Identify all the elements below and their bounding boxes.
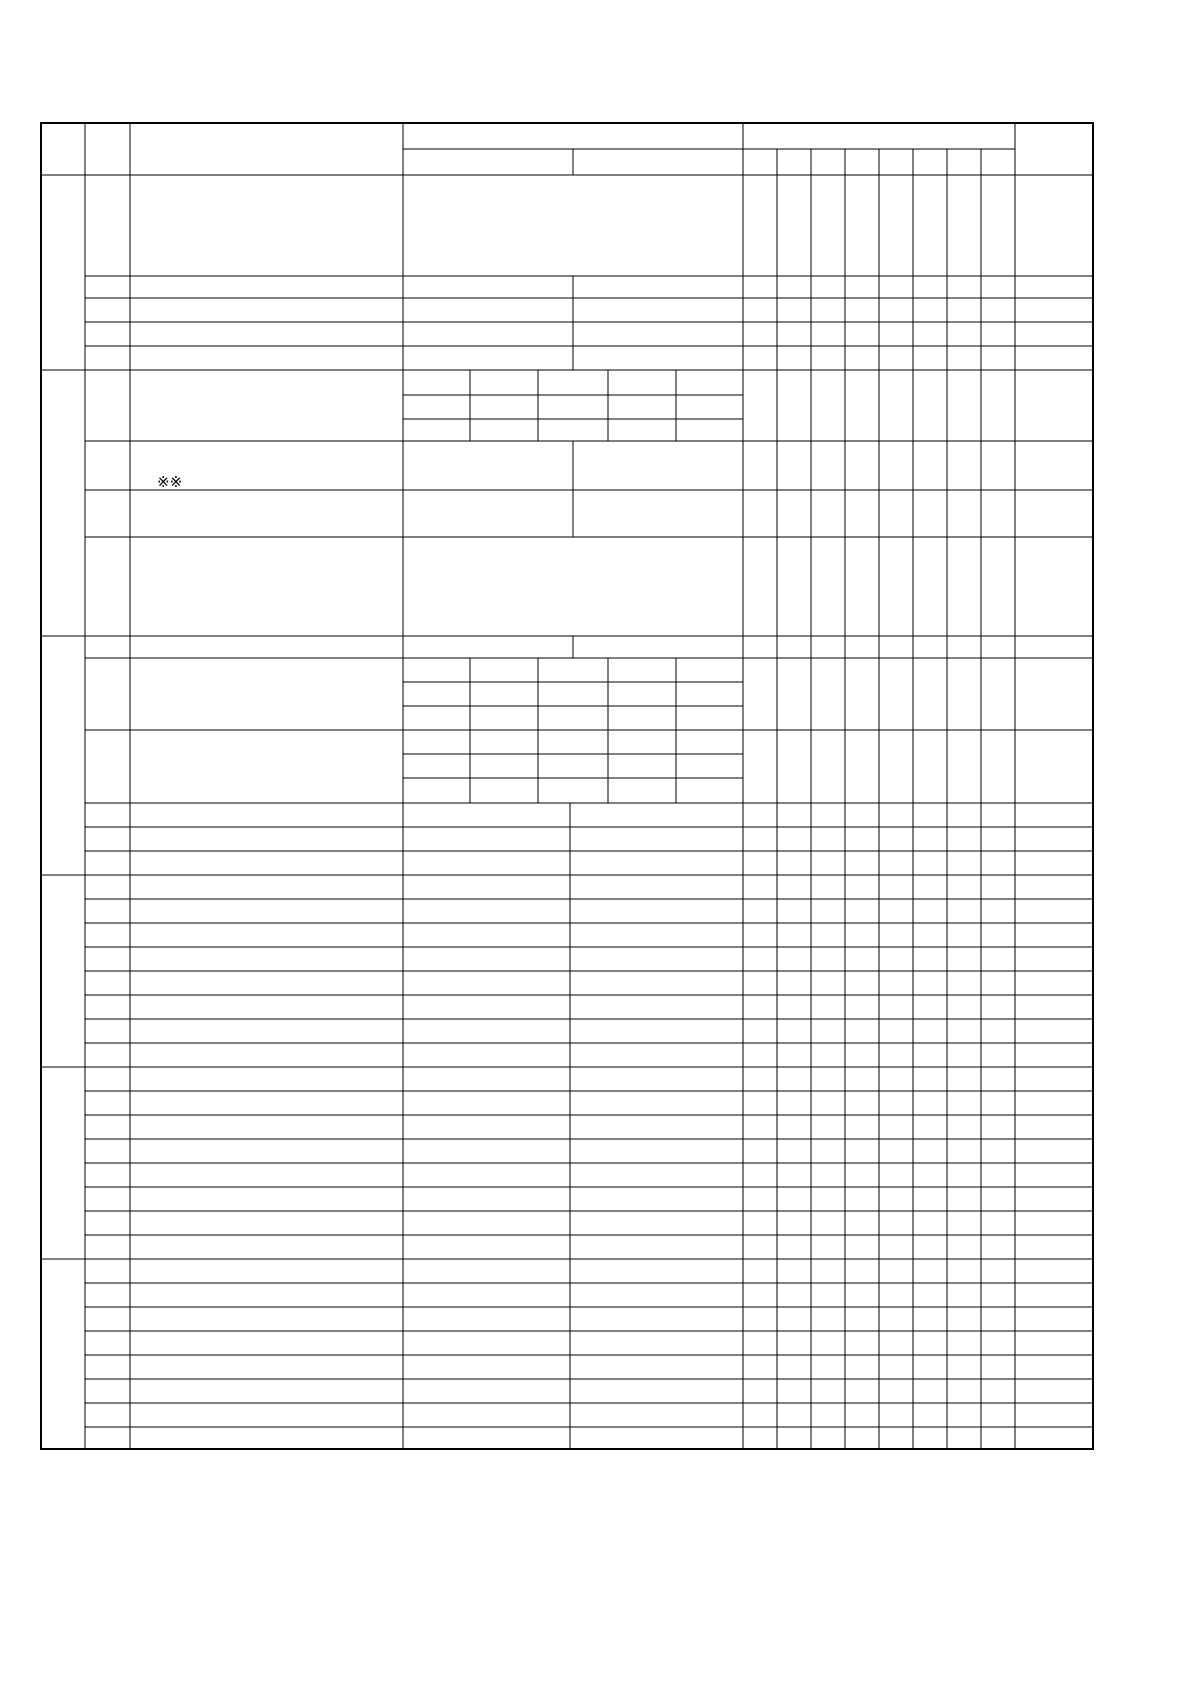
note-mark: ※※	[157, 473, 183, 491]
